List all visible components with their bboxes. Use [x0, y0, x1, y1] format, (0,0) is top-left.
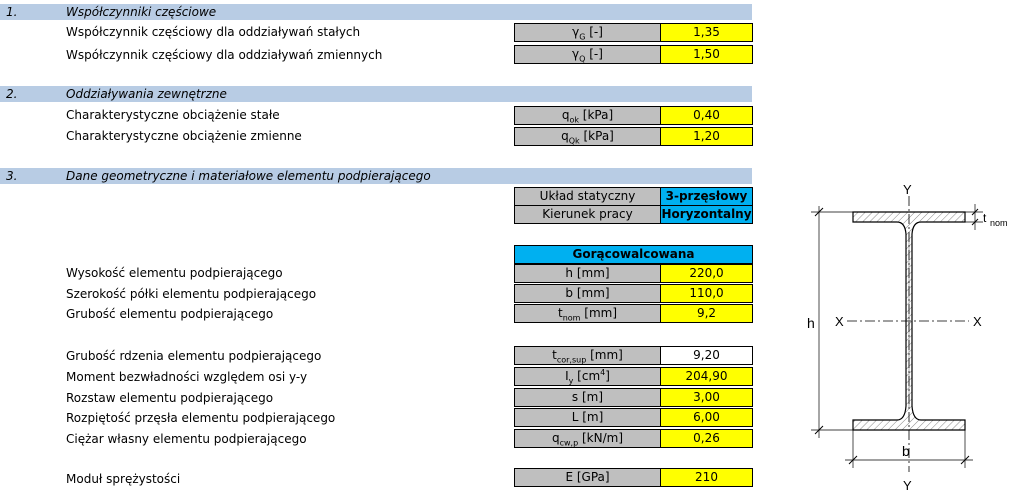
symbol-h: h [mm]	[514, 264, 661, 283]
ibeam-cross-section-diagram	[795, 176, 1024, 496]
value-t-nom[interactable]: 9,2	[660, 304, 753, 323]
axis-y-bottom-label: Y	[903, 478, 912, 493]
symbol-q-qk: $q_{Qk}$ [kPa]	[514, 127, 661, 146]
value-t-cor: 9,20	[660, 346, 753, 365]
section-number: 3.	[6, 169, 18, 183]
value-gamma-q[interactable]: 1,50	[660, 45, 753, 64]
axis-x-right-label: X	[973, 314, 982, 329]
value-h[interactable]: 220,0	[660, 264, 753, 283]
label-L: Rozpiętość przęsła elementu podpierającego	[66, 411, 336, 425]
dim-h-label: h	[807, 315, 815, 331]
section-title: Współczynniki częściowe	[66, 5, 217, 19]
label-t-nom: Grubość elementu podpierającego	[66, 307, 274, 321]
symbol-q-cw: $q_{cw,p}$ [kN/m]	[514, 429, 661, 448]
work-direction-label: Kierunek pracy	[514, 205, 661, 224]
label-gamma-g: Współczynnik częściowy dla oddziaływań stałych	[66, 25, 361, 39]
value-b[interactable]: 110,0	[660, 284, 753, 303]
section-number: 1.	[6, 5, 18, 19]
symbol-q-ok: $q_{ok}$ [kPa]	[514, 106, 661, 125]
section-number: 2.	[6, 87, 18, 101]
symbol-t-cor: $t_{cor,sup}$ [mm]	[514, 346, 661, 365]
dim-t-sub-label: nom	[990, 218, 1008, 228]
label-q-cw: Ciężar własny elementu podpierającego	[66, 432, 307, 446]
static-system-select[interactable]: 3-przęsłowy	[660, 187, 753, 206]
symbol-gamma-q: $\gamma_Q$ [-]	[514, 45, 661, 64]
axis-x-left-label: X	[835, 314, 844, 329]
section-header-3	[0, 168, 752, 184]
label-h: Wysokość elementu podpierającego	[66, 266, 283, 280]
value-q-ok[interactable]: 0,40	[660, 106, 753, 125]
section-header-2	[0, 86, 752, 102]
section-title: Dane geometryczne i materiałowe elementu podpierającego	[66, 169, 431, 183]
dim-t-label: t	[983, 211, 987, 225]
symbol-iy: $I_y$ $[cm^4]$	[514, 367, 661, 386]
value-q-qk[interactable]: 1,20	[660, 127, 753, 146]
section-header-1	[0, 4, 752, 20]
label-gamma-q: Współczynnik częściowy dla oddziaływań zmiennych	[66, 48, 383, 62]
profile-type-select[interactable]: Gorącowalcowana	[514, 245, 753, 264]
axis-y-top-label: Y	[903, 182, 912, 197]
value-L[interactable]: 6,00	[660, 408, 753, 427]
value-E[interactable]: 210	[660, 468, 753, 487]
label-iy: Moment bezwładności względem osi y-y	[66, 370, 308, 384]
value-iy[interactable]: 204,90	[660, 367, 753, 386]
label-b: Szerokość półki elementu podpierającego	[66, 287, 317, 301]
work-direction-select[interactable]: Horyzontalny	[660, 205, 753, 224]
label-t-cor: Grubość rdzenia elementu podpierającego	[66, 349, 322, 363]
value-gamma-g[interactable]: 1,35	[660, 23, 753, 42]
label-E: Moduł sprężystości	[66, 472, 181, 486]
section-title: Oddziaływania zewnętrzne	[66, 87, 227, 101]
symbol-E: E [GPa]	[514, 468, 661, 487]
static-system-label: Układ statyczny	[514, 187, 661, 206]
value-q-cw[interactable]: 0,26	[660, 429, 753, 448]
symbol-L: L [m]	[514, 408, 661, 427]
symbol-s: s [m]	[514, 388, 661, 407]
dim-b-label: b	[902, 443, 910, 459]
symbol-t-nom: $t_{nom}$ [mm]	[514, 304, 661, 323]
label-q-ok: Charakterystyczne obciążenie stałe	[66, 108, 280, 122]
label-q-qk: Charakterystyczne obciążenie zmienne	[66, 129, 302, 143]
symbol-gamma-g: $\gamma_G$ [-]	[514, 23, 661, 42]
symbol-b: b [mm]	[514, 284, 661, 303]
value-s[interactable]: 3,00	[660, 388, 753, 407]
label-s: Rozstaw elementu podpierającego	[66, 391, 274, 405]
